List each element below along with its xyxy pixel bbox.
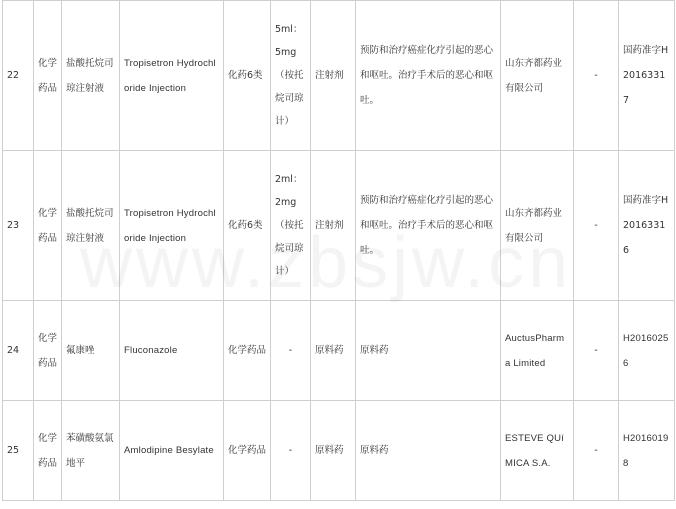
drug-category: 化学药品 bbox=[34, 401, 62, 501]
approval-number: 国药准字H20163316 bbox=[619, 151, 675, 301]
specification: 5ml：5mg（按托烷司琼计） bbox=[271, 1, 311, 151]
english-name: Amlodipine Besylate bbox=[120, 401, 224, 501]
row-number: 22 bbox=[3, 1, 34, 151]
extra-field: - bbox=[574, 301, 619, 401]
drug-category: 化学药品 bbox=[34, 151, 62, 301]
table-row bbox=[3, 1, 675, 151]
extra-field: - bbox=[574, 1, 619, 151]
registration-class: 化药6类 bbox=[224, 1, 271, 151]
manufacturer: ESTEVE QUíMICA S.A. bbox=[501, 401, 574, 501]
row-number: 25 bbox=[3, 401, 34, 501]
specification: - bbox=[271, 401, 311, 501]
dosage-form: 原料药 bbox=[311, 401, 356, 501]
dosage-form: 注射剂 bbox=[311, 151, 356, 301]
specification: - bbox=[271, 301, 311, 401]
chinese-name: 盐酸托烷司琼注射液 bbox=[62, 1, 120, 151]
chinese-name: 氟康唑 bbox=[62, 301, 120, 401]
table-row bbox=[3, 301, 675, 401]
approval-number: H20160256 bbox=[619, 301, 675, 401]
manufacturer: AuctusPharma Limited bbox=[501, 301, 574, 401]
table-row bbox=[3, 401, 675, 501]
english-name: Tropisetron Hydrochloride Injection bbox=[120, 151, 224, 301]
row-number: 24 bbox=[3, 301, 34, 401]
specification: 2ml：2mg（按托烷司琼计） bbox=[271, 151, 311, 301]
table-row bbox=[3, 151, 675, 301]
english-name: Tropisetron Hydrochloride Injection bbox=[120, 1, 224, 151]
indication: 原料药 bbox=[356, 401, 501, 501]
drug-registration-table bbox=[2, 0, 675, 501]
row-number: 23 bbox=[3, 151, 34, 301]
manufacturer: 山东齐都药业有限公司 bbox=[501, 1, 574, 151]
extra-field: - bbox=[574, 401, 619, 501]
registration-class: 化药6类 bbox=[224, 151, 271, 301]
chinese-name: 盐酸托烷司琼注射液 bbox=[62, 151, 120, 301]
indication: 预防和治疗癌症化疗引起的恶心和呕吐。治疗手术后的恶心和呕吐。 bbox=[356, 151, 501, 301]
english-name: Fluconazole bbox=[120, 301, 224, 401]
drug-category: 化学药品 bbox=[34, 1, 62, 151]
manufacturer: 山东齐都药业有限公司 bbox=[501, 151, 574, 301]
indication: 原料药 bbox=[356, 301, 501, 401]
registration-class: 化学药品 bbox=[224, 301, 271, 401]
registration-class: 化学药品 bbox=[224, 401, 271, 501]
approval-number: 国药准字H20163317 bbox=[619, 1, 675, 151]
extra-field: - bbox=[574, 151, 619, 301]
drug-category: 化学药品 bbox=[34, 301, 62, 401]
chinese-name: 苯磺酸氨氯地平 bbox=[62, 401, 120, 501]
indication: 预防和治疗癌症化疗引起的恶心和呕吐。治疗手术后的恶心和呕吐。 bbox=[356, 1, 501, 151]
dosage-form: 注射剂 bbox=[311, 1, 356, 151]
dosage-form: 原料药 bbox=[311, 301, 356, 401]
approval-number: H20160198 bbox=[619, 401, 675, 501]
